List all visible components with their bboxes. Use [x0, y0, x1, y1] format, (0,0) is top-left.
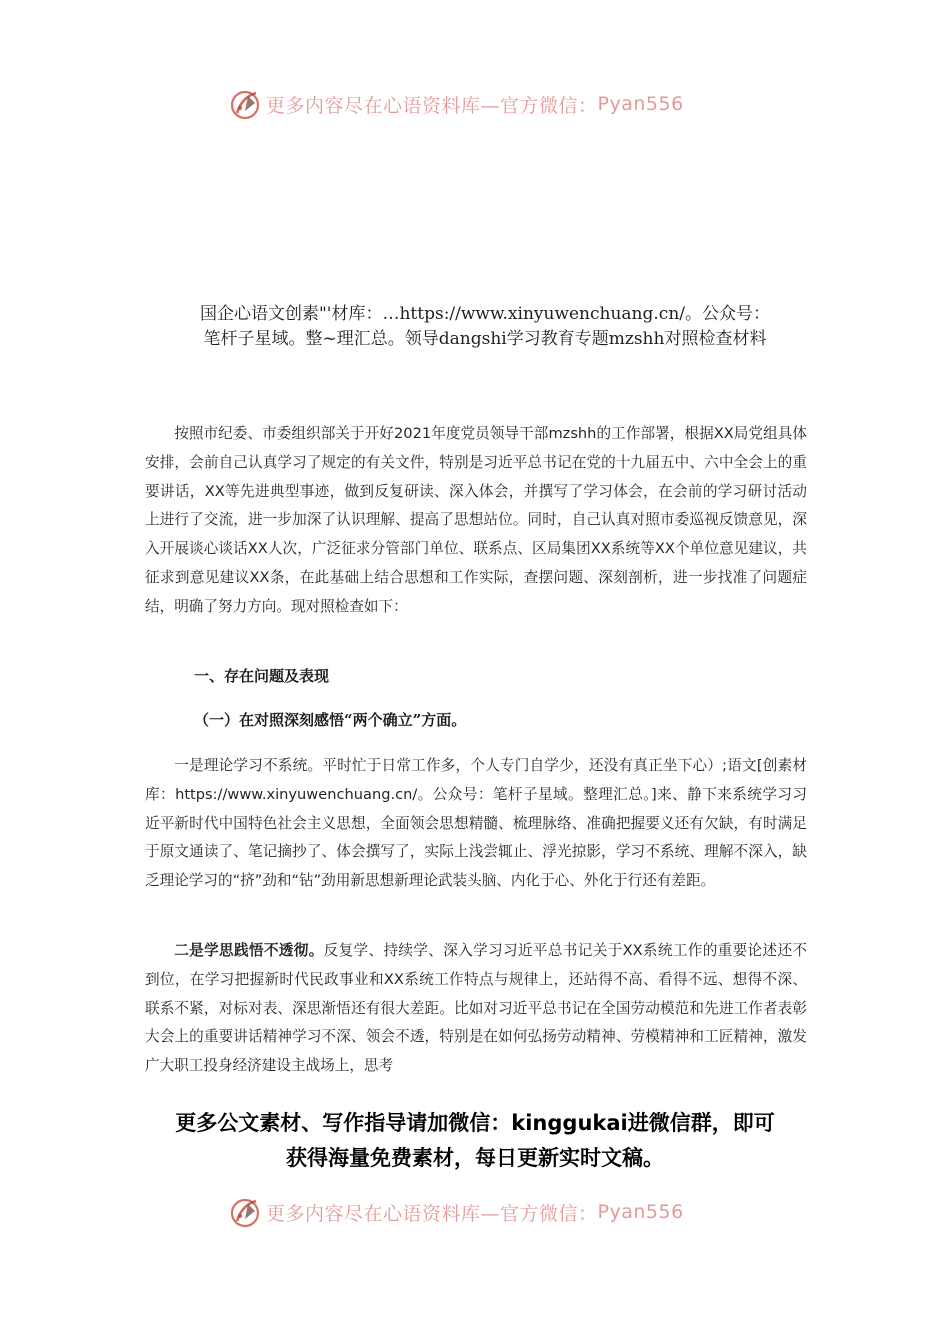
promo-line-2: 获得海量免费素材，每日更新实时文稿。 — [286, 1146, 664, 1170]
xinyu-logo-icon — [228, 87, 262, 121]
xinyu-logo-icon — [228, 1195, 262, 1229]
subsection-heading: （一）在对照深刻感悟“两个确立”方面。 — [194, 711, 467, 729]
title-line-2: 笔杆子星域。整~理汇总。领导dangshi学习教育专题mzshh对照检查材料 — [203, 329, 767, 349]
promo-line-1: 更多公文素材、写作指导请加微信：kinggukai进微信群，即可 — [175, 1111, 775, 1135]
watermark-wechat: Pyan556 — [597, 1201, 684, 1223]
section-heading: 一、存在问题及表现 — [194, 667, 330, 685]
point-two-lead: 二是学思践悟不透彻。 — [174, 942, 324, 959]
watermark-header — [228, 84, 728, 124]
point-two-paragraph — [145, 937, 807, 1081]
document-title — [150, 302, 820, 352]
watermark-wechat: Pyan556 — [597, 93, 684, 115]
intro-paragraph: 按照市纪委、市委组织部关于开好2021年度党员领导干部mzshh的工作部署，根据XX局党组具体安排，会前自己认真学习了规定的有关文件，特别是习近平总书记在党的十九届五中、六中全会上的重要讲话，XX等先进典型事迹，做到反复研读、深入体会，并撰写了学习体会，在会前的学习研讨活动上进行了交流，进一步加深了认识理解、提高了思想站位。同时，自己认真对照市委巡视反馈意见，深入开展谈心谈话XX人次，广泛征求分管部门单位、联系点、区局集团XX系统等XX个单位意见建议，共征求到意见建议XX条，在此基础上结合思想和工作实际，查摆问题、深刻剖析，进一步找准了问题症结，明确了努力方向。现对照检查如下： — [145, 425, 807, 615]
watermark-footer — [228, 1192, 728, 1232]
watermark-text: 更多内容尽在心语资料库—官方微信： — [266, 1202, 598, 1225]
title-line-1: 国企心语文创素"'材库：…https://www.xinyuwenchuang.cn/。公众号： — [199, 304, 770, 324]
point-two-text: 反复学、持续学、深入学习习近平总书记关于XX系统工作的重要论述还不到位，在学习把握新时代民政事业和XX系统工作特点与规律上，还站得不高、看得不远、想得不深、联系不紧，对标对表、深思渐悟还有很大差距。比如对习近平总书记在全国劳动模范和先进工作者表彰大会上的重要讲话精神学习不深、领会不透，特别是在如何弘扬劳动精神、劳模精神和工匠精神，激发广大职工投身经济建设主战场上，思考 — [145, 942, 807, 1075]
promo-banner — [100, 1106, 850, 1176]
point-one-paragraph: 一是理论学习不系统。平时忙于日常工作多，个人专门自学少，还没有真正坐下心）;语文[创素材库：https://www.xinyuwenchuang.cn/。公众号：笔杆子星域。整理汇总。]来、静下来系统学习习近平新时代中国特色社会主义思想，全面领会思想精髓、梳理脉络、准确把握要义还有欠缺，有时满足于原文通读了、笔记摘抄了、体会撰写了，实际上浅尝辄止、浮光掠影，学习不系统、理解不深入，缺乏理论学习的“挤”劲和“钻”劲用新思想新理论武装头脑、内化于心、外化于行还有差距。 — [145, 757, 807, 890]
watermark-text: 更多内容尽在心语资料库—官方微信： — [266, 94, 598, 117]
